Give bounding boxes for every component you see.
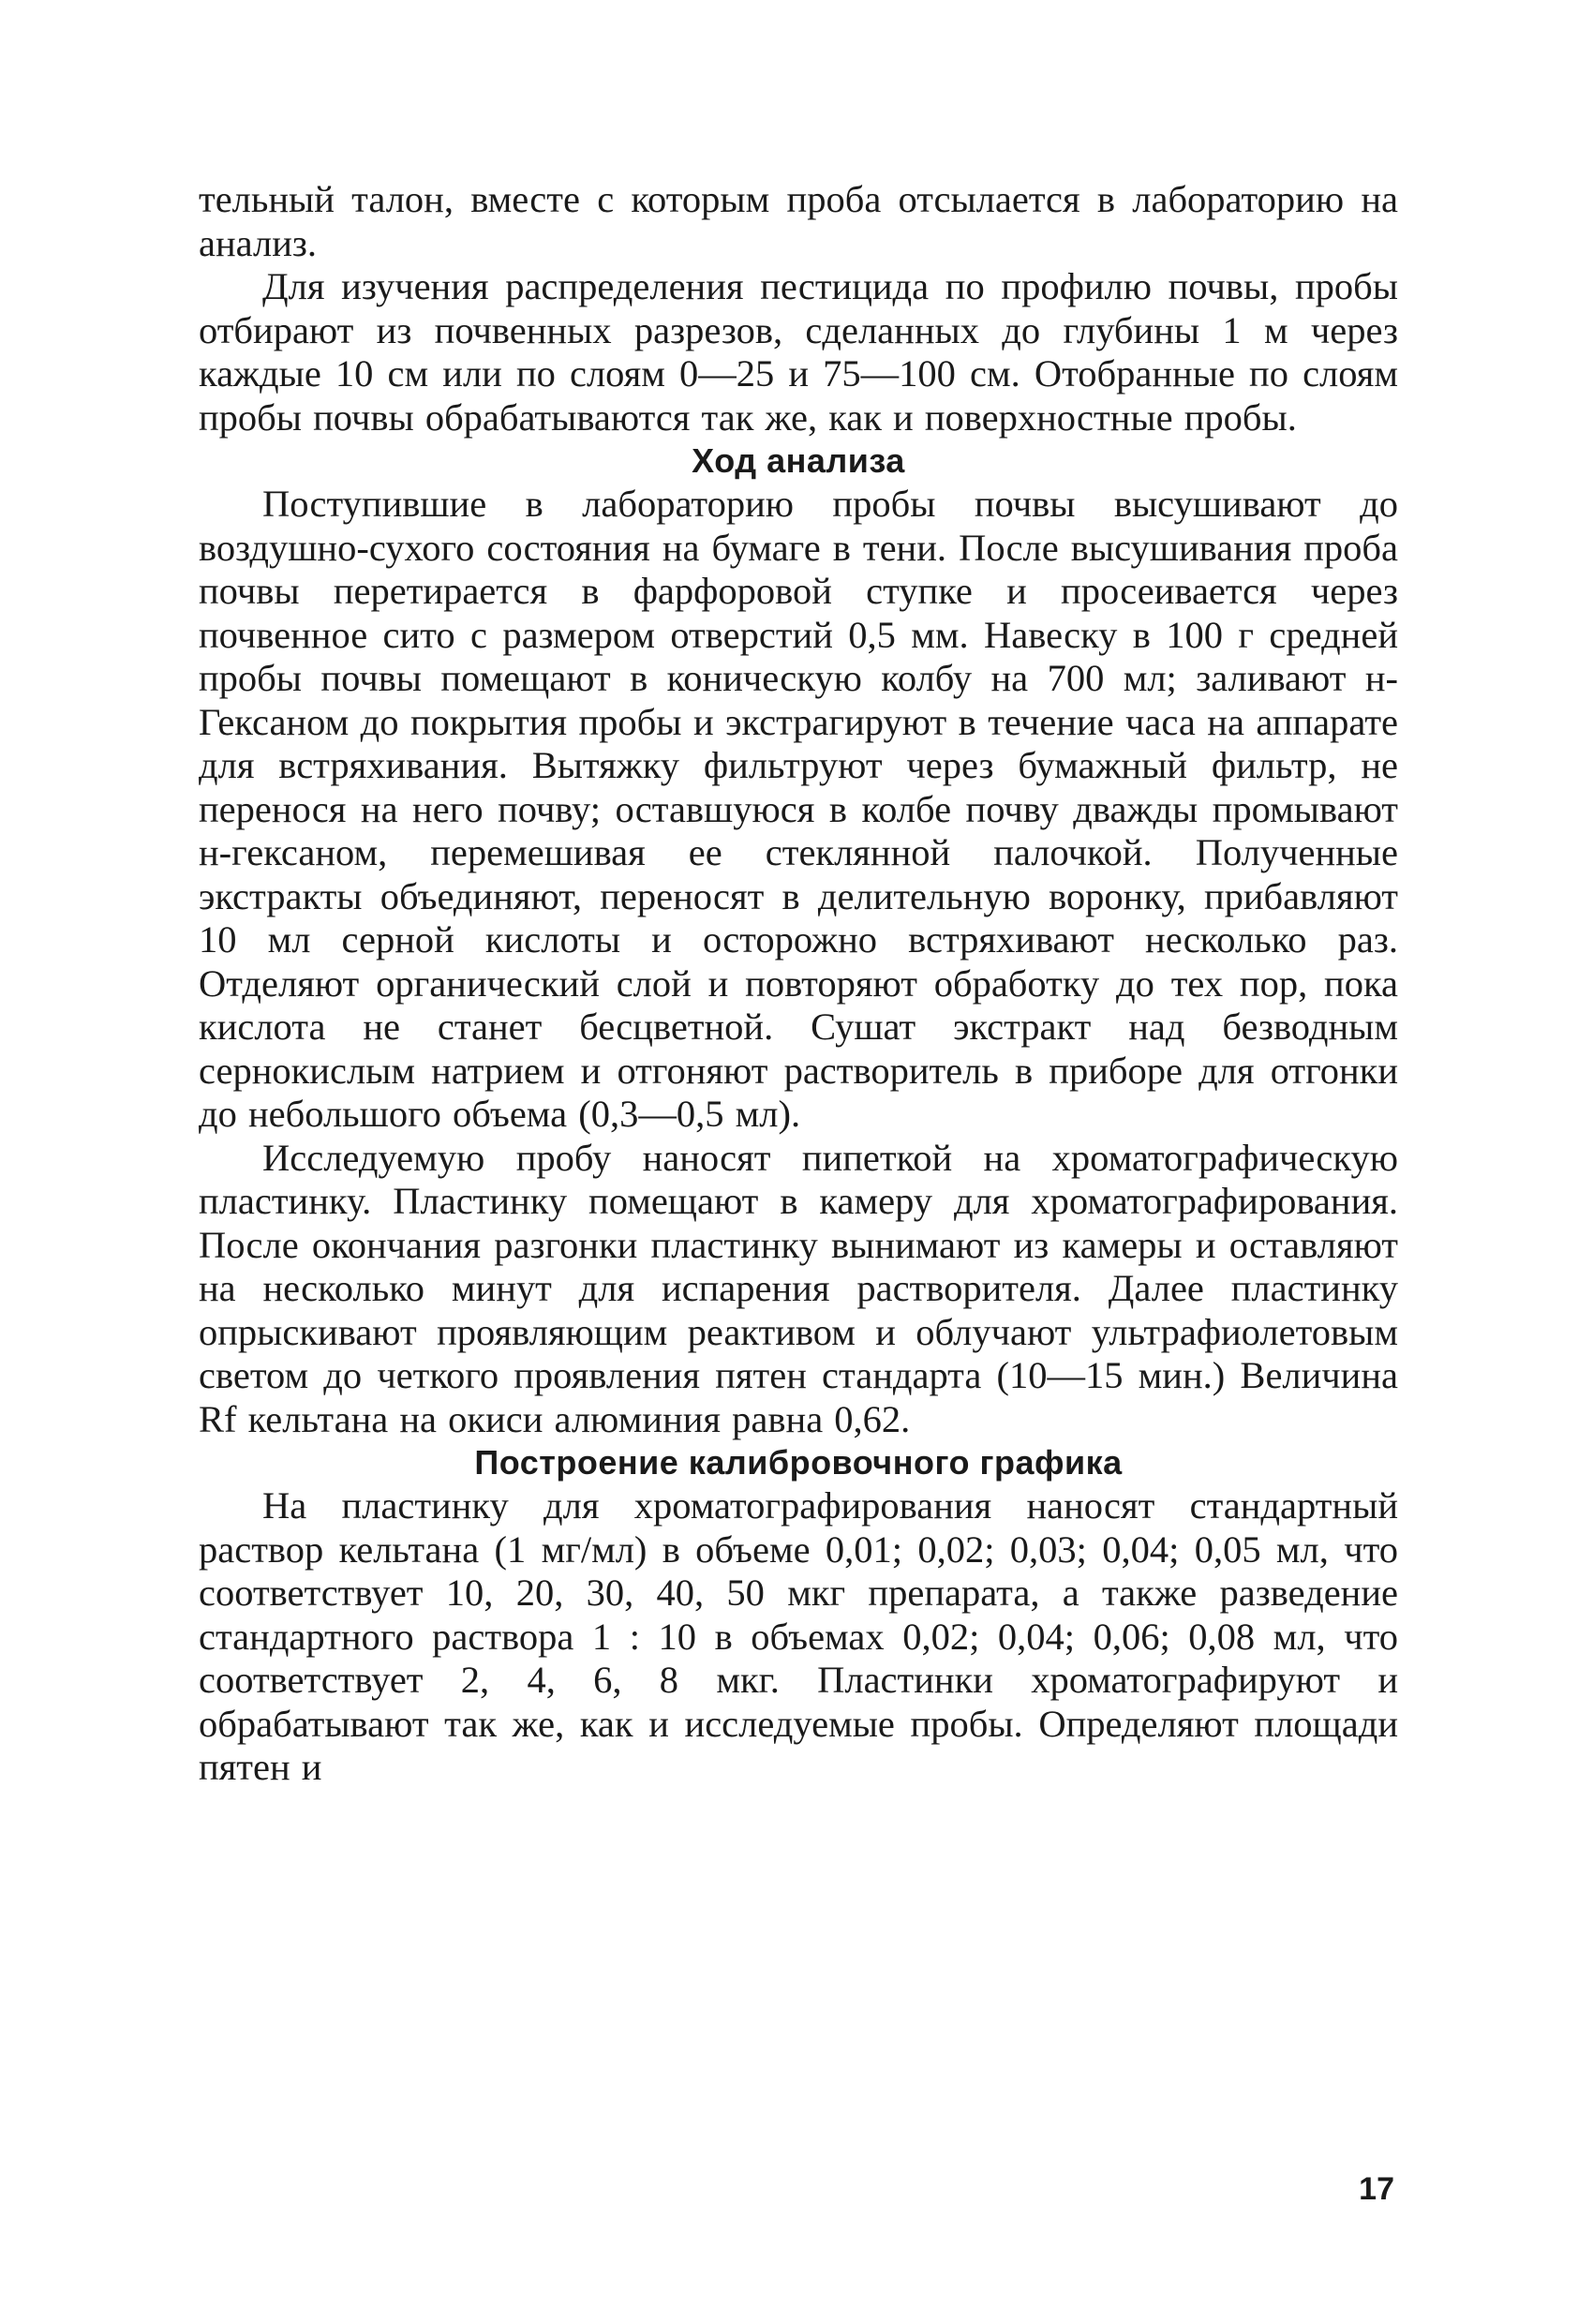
page-number: 17 xyxy=(1359,2171,1394,2207)
paragraph-intro-continuation: тельный талон, вместе с которым проба отсылается в лабораторию на анализ. xyxy=(199,178,1398,264)
paragraph-chromatography: Исследуемую пробу наносят пипеткой на хроматографическую пластинку. Пластинку помещают в камеру для хроматографирования. После окончания разгонки пластинку вынимают из камеры и оставляют на несколько минут для испарения растворителя. Далее пластинку опрыскивают проявляющим реактивом и облучают ультрафиолетовым светом до четкого проявления пятен стандарта (10—15 мин.) Величина Rf кельтана на окиси алюминия равна 0,62. xyxy=(199,1136,1398,1440)
paragraph-calibration: На пластинку для хроматографирования наносят стандартный раствор кельтана (1 мг/мл) в объеме 0,01; 0,02; 0,03; 0,04; 0,05 мл, что соответствует 10, 20, 30, 40, 50 мкг препарата, а также разведение стандартного раствора 1 : 10 в объемах 0,02; 0,04; 0,06; 0,08 мл, что соответствует 2, 4, 6, 8 мкг. Пластинки хроматографируют и обрабатывают так же, как и исследуемые пробы. Определяют площади пятен и xyxy=(199,1484,1398,1788)
paragraph-sample-preparation: Поступившие в лабораторию пробы почвы высушивают до воздушно-сухого состояния на бумаге в тени. После высушивания проба почвы перетирается в фарфоровой ступке и просеивается через почвенное сито с размером отверстий 0,5 мм. Навеску в 100 г средней пробы почвы помещают в коническую колбу на 700 мл; заливают н-Гексаном до покрытия пробы и экстрагируют в течение часа на аппарате для встряхивания. Вытяжку фильтруют через бумажный фильтр, не перенося на него почву; оставшуюся в колбе почву дважды промывают н-гексаном, перемешивая ее стеклянной палочкой. Полученные экстракты объединяют, переносят в делительную воронку, прибавляют 10 мл серной кислоты и осторожно встряхивают несколько раз. Отделяют органический слой и повторяют обработку до тех пор, пока кислота не станет бесцветной. Сушат экстракт над безводным сернокислым натрием и отгоняют растворитель в приборе для отгонки до небольшого объема (0,3—0,5 мл). xyxy=(199,483,1398,1135)
paragraph-soil-profile: Для изучения распределения пестицида по профилю почвы, пробы отбирают из почвенных разрезов, сделанных до глубины 1 м через каждые 10 см или по слоям 0—25 и 75—100 см. Отобранные по слоям пробы почвы обрабатываются так же, как и поверхностные пробы. xyxy=(199,265,1398,439)
heading-calibration-curve: Построение калибровочного графика xyxy=(474,1443,1123,1482)
heading-analysis-procedure: Ход анализа xyxy=(692,441,905,480)
page-body xyxy=(199,178,1398,1790)
